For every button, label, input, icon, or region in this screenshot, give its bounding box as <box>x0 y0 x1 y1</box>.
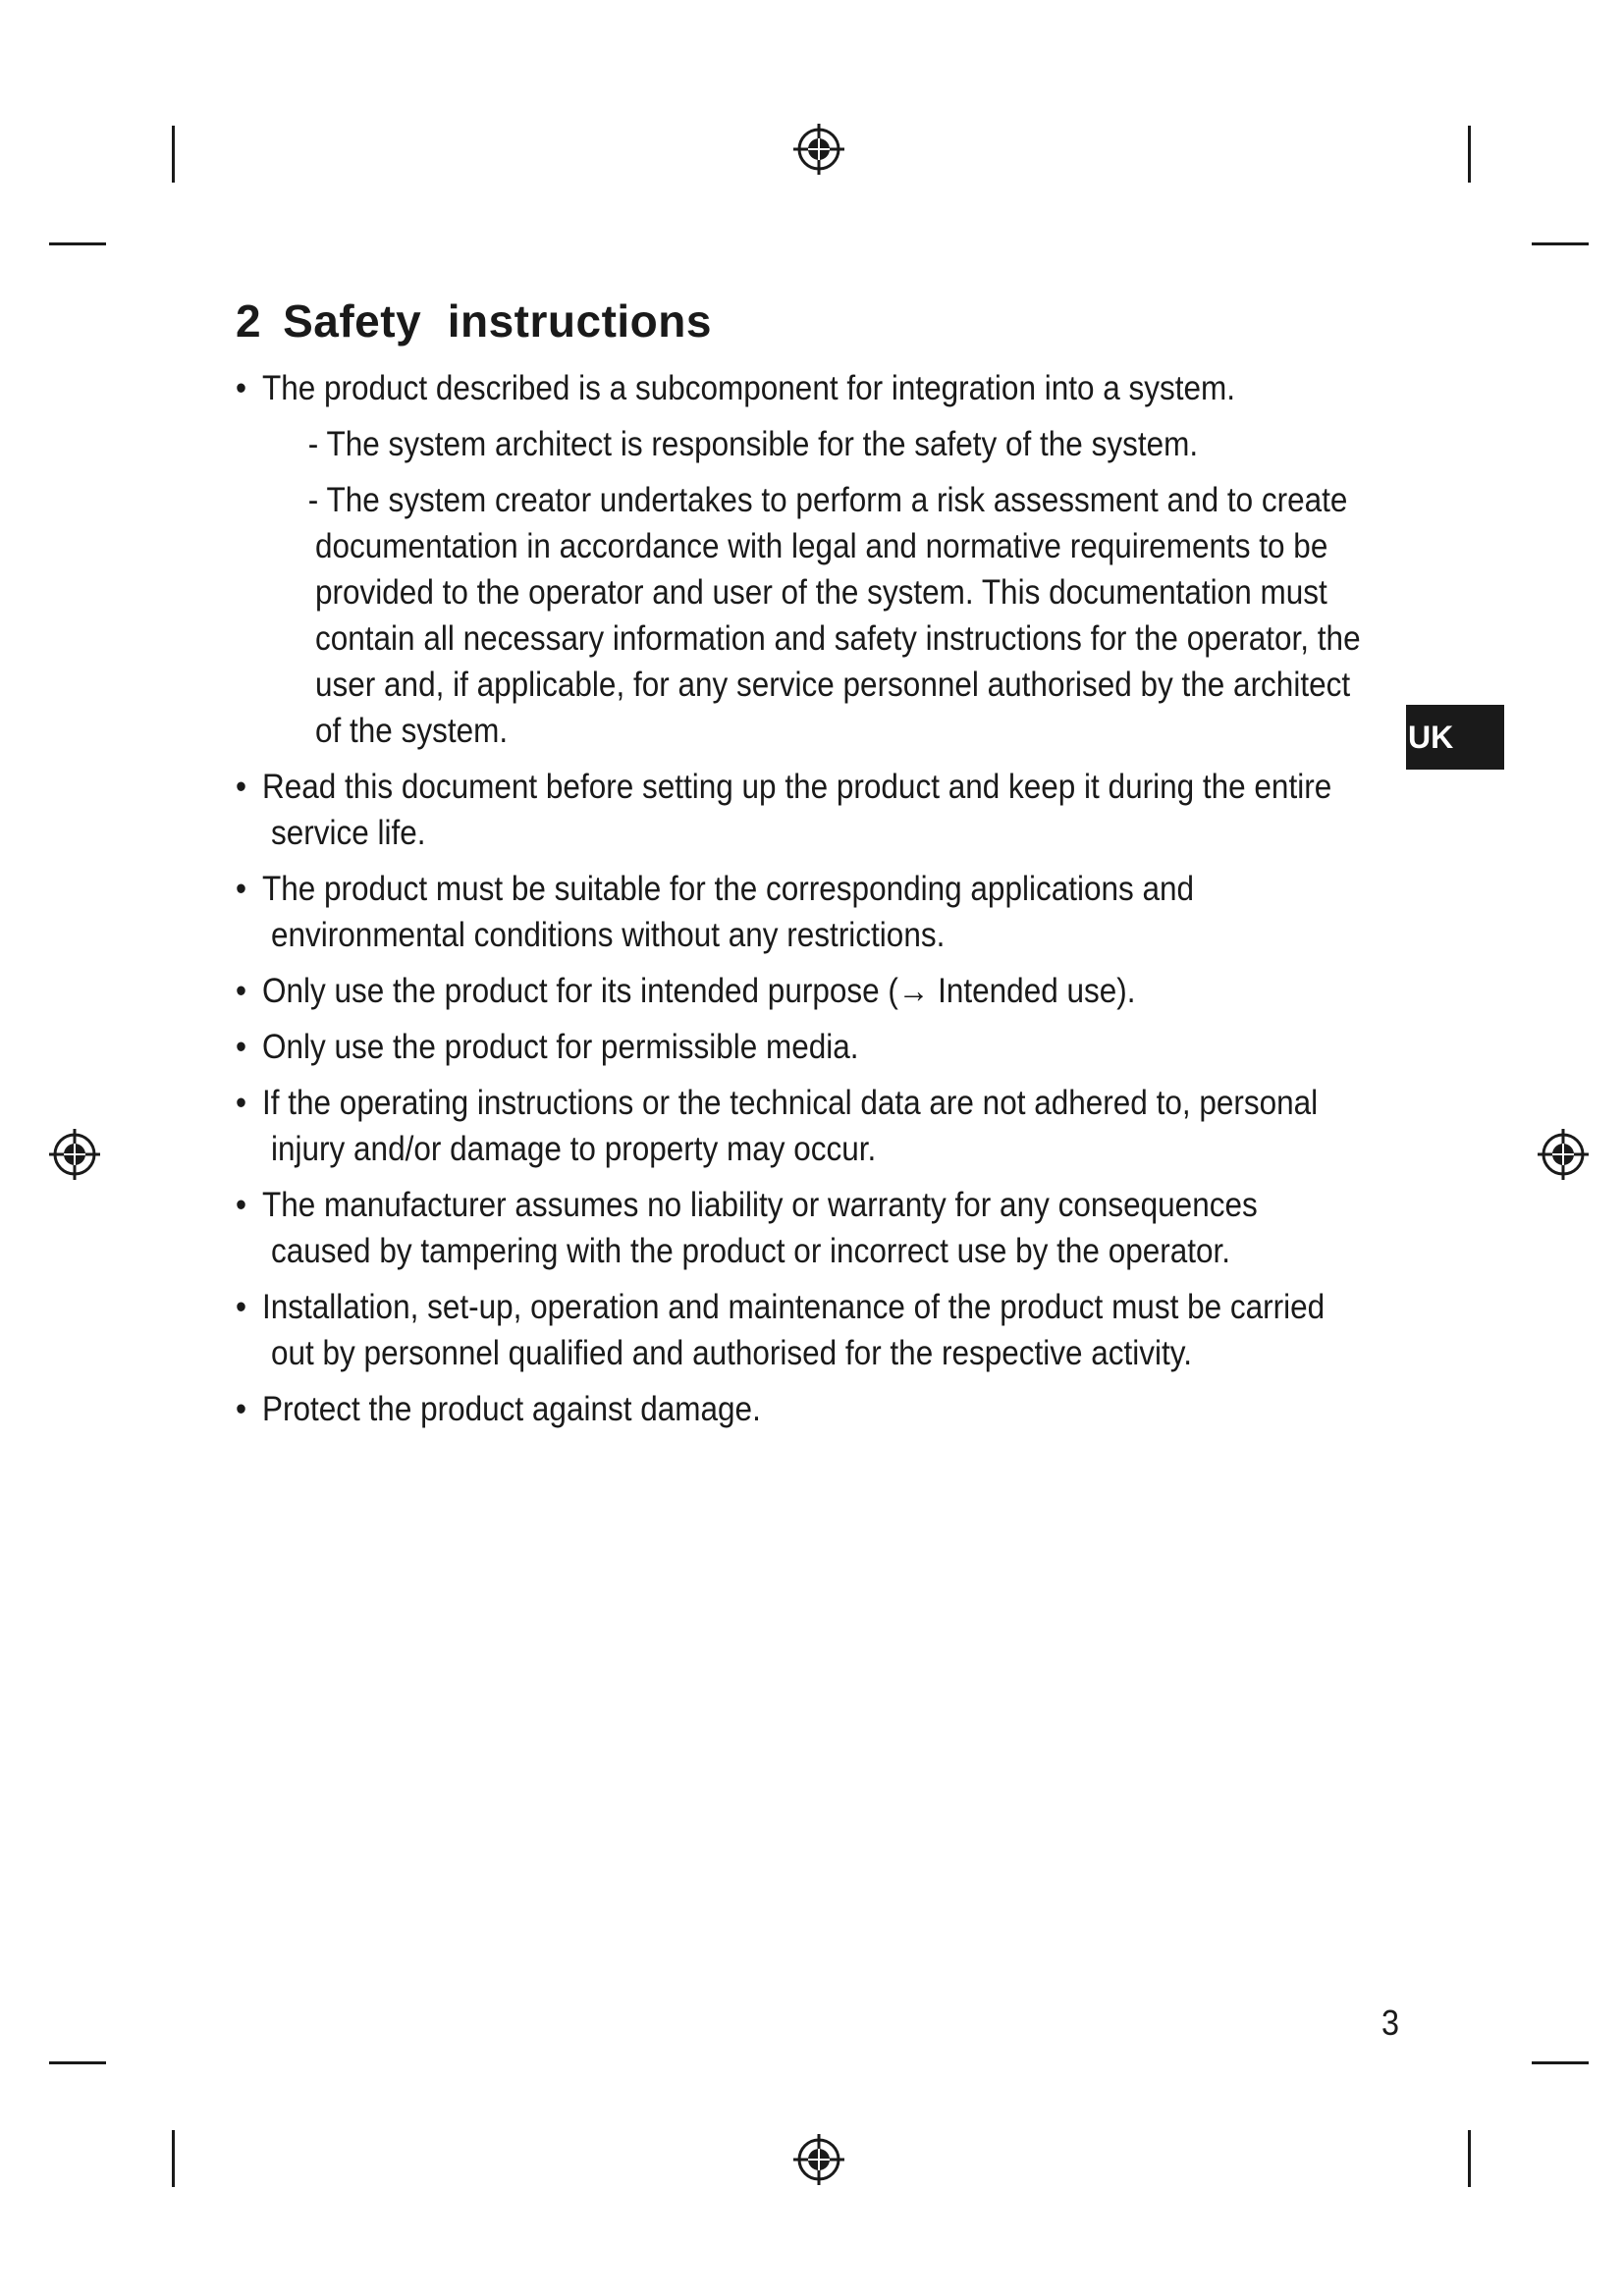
list-item-text-continued: out by personnel qualified and authorised for the respective activity. <box>271 1334 1192 1372</box>
list-item-text-continued: environmental conditions without any restrictions. <box>271 916 946 954</box>
bullet-icon: • <box>236 768 247 806</box>
crop-mark-bottom-left-horizontal <box>49 2061 106 2064</box>
crop-mark-top-right-horizontal <box>1532 242 1589 245</box>
list-item-text: Read this document before setting up the product and keep it during the entire <box>262 768 1332 806</box>
crop-mark-bottom-right-horizontal <box>1532 2061 1589 2064</box>
list-item-text: Only use the product for its intended purpose (→ Intended use). <box>262 972 1136 1010</box>
list-item-text: Installation, set-up, operation and maintenance of the product must be carried <box>262 1288 1326 1326</box>
document-body <box>236 294 1394 1442</box>
list-item <box>236 1182 1420 1274</box>
list-item-text: If the operating instructions or the technical data are not adhered to, personal <box>262 1084 1319 1122</box>
list-item-text-continued: service life. <box>271 814 426 852</box>
sub-list-item-text-continued: provided to the operator and user of the system. This documentation must <box>315 573 1327 612</box>
bullet-icon: • <box>236 369 247 407</box>
bullet-icon: • <box>236 1390 247 1428</box>
language-tab: UK <box>1406 705 1504 770</box>
registration-crosshair-icon <box>1537 1128 1590 1181</box>
list-item <box>236 866 1420 958</box>
sub-list-item <box>308 421 1420 467</box>
sub-list-item-text-continued: contain all necessary information and safety instructions for the operator, the <box>315 619 1361 658</box>
list-item <box>236 1080 1420 1172</box>
list-item-text: The product described is a subcomponent for integration into a system. <box>262 369 1236 407</box>
list-item-text: The manufacturer assumes no liability or warranty for any consequences <box>262 1186 1258 1224</box>
list-item <box>236 1386 1420 1432</box>
sub-list-item-text-continued: of the system. <box>315 712 509 750</box>
crop-mark-bottom-left-vertical <box>172 2130 175 2187</box>
safety-instructions-list <box>236 365 1394 1432</box>
section-title: Safety instructions <box>283 295 712 347</box>
bullet-icon: • <box>236 972 247 1010</box>
bullet-icon: • <box>236 1186 247 1224</box>
list-item <box>236 365 1420 754</box>
sub-list-item-text: - The system architect is responsible for the safety of the system. <box>307 425 1199 463</box>
bullet-icon: • <box>236 1288 247 1326</box>
crop-mark-top-left-vertical <box>172 126 175 183</box>
list-item-text-continued: caused by tampering with the product or incorrect use by the operator. <box>271 1232 1231 1270</box>
list-item <box>236 764 1420 856</box>
bullet-icon: • <box>236 1084 247 1122</box>
sub-list-item-text: - The system creator undertakes to perform a risk assessment and to create <box>307 481 1348 519</box>
crop-mark-top-right-vertical <box>1468 126 1471 183</box>
section-heading <box>236 294 1394 347</box>
registration-crosshair-icon <box>792 123 845 176</box>
registration-crosshair-icon <box>792 2133 845 2186</box>
registration-crosshair-icon <box>48 1128 101 1181</box>
list-item-text: Protect the product against damage. <box>262 1390 761 1428</box>
bullet-icon: • <box>236 870 247 908</box>
list-item-text-continued: injury and/or damage to property may occur. <box>271 1130 877 1168</box>
list-item-text: Only use the product for permissible media. <box>262 1028 859 1066</box>
bullet-icon: • <box>236 1028 247 1066</box>
crop-mark-top-left-horizontal <box>49 242 106 245</box>
list-item <box>236 1024 1420 1070</box>
list-item <box>236 968 1420 1014</box>
sub-list <box>262 421 1420 754</box>
sub-list-item-text-continued: documentation in accordance with legal and normative requirements to be <box>315 527 1328 565</box>
list-item-text: The product must be suitable for the corresponding applications and <box>262 870 1195 908</box>
sub-list-item-text-continued: user and, if applicable, for any service personnel authorised by the architect <box>315 666 1351 704</box>
page-number: 3 <box>1381 2002 1400 2043</box>
list-item <box>236 1284 1420 1376</box>
crop-mark-bottom-right-vertical <box>1468 2130 1471 2187</box>
sub-list-item <box>308 477 1420 754</box>
section-number: 2 <box>236 295 262 347</box>
